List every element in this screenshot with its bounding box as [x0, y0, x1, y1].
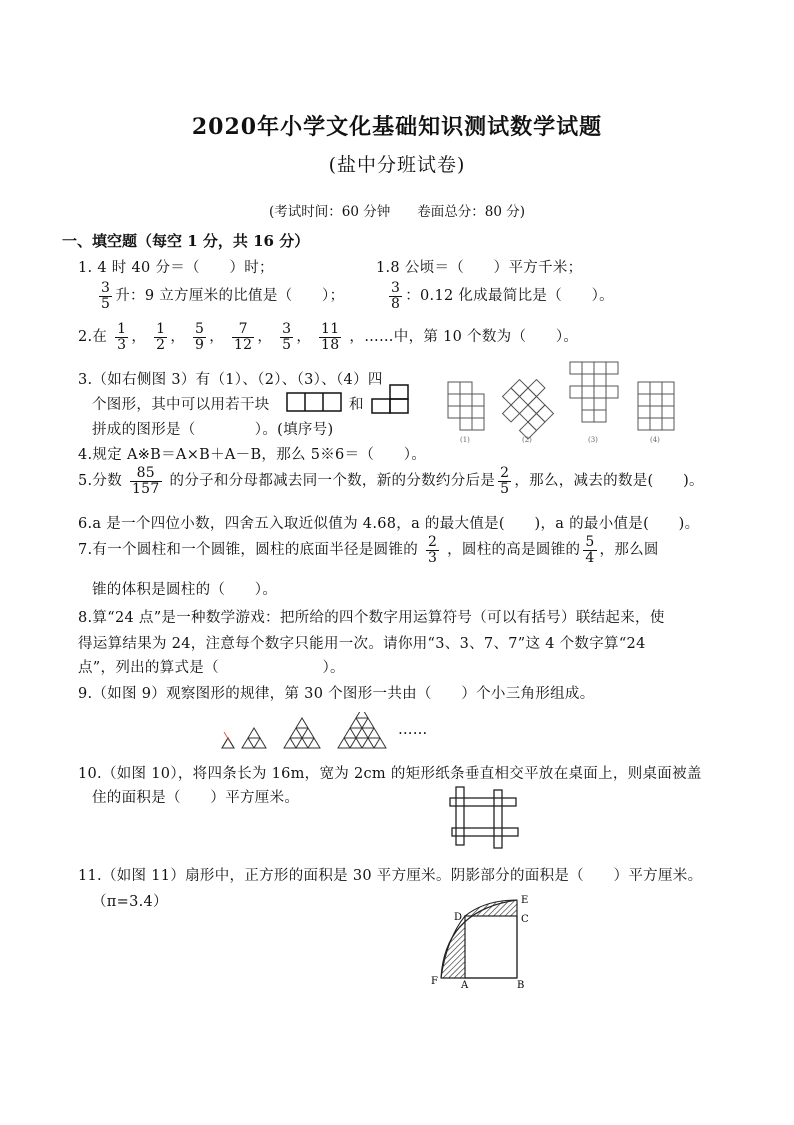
exam-info: (考试时间：60 分钟 卷面总分：80 分) — [269, 204, 525, 220]
page-title: 2020年小学文化基础知识测试数学试题 — [191, 114, 603, 140]
fraction: $\frac{3}{8}$ — [391, 280, 401, 312]
fraction: $\frac{1}{2}$ — [156, 321, 166, 353]
fraction: $\frac{7}{12}$ — [233, 321, 253, 353]
sector-figure — [425, 888, 545, 992]
q8-line2: 得运算结果为 24，注意每个数字只能用一次。请你用“3、3、7、7”这 4 个数字算“24 — [78, 636, 646, 652]
figure-2-label: (2) — [522, 436, 532, 444]
q3-figures — [440, 360, 680, 445]
label-f: F — [431, 976, 438, 987]
label-a: A — [461, 980, 469, 991]
figure-4-label: (4) — [650, 436, 660, 444]
fraction: $\frac{2}{5}$ — [500, 465, 510, 497]
l-piece — [370, 384, 420, 416]
fraction: $\frac{2}{3}$ — [427, 534, 438, 566]
fraction: $\frac{3}{5}$ — [282, 321, 292, 353]
figure-3 — [570, 362, 618, 422]
q1-part-c: $\frac{3}{5}$ 升：9 立方厘米的比值是（ ）； — [101, 280, 345, 312]
shaded-region-top — [465, 900, 517, 916]
square-shape — [465, 916, 517, 978]
q3-line3: 拼成的图形是（ ）。(填序号) — [92, 422, 334, 438]
q11-line1: 11.（如图 11）扇形中，正方形的面积是 30 平方厘米。阴影部分的面积是（ ）平方厘米。 — [78, 868, 703, 884]
figure-1-label: (1) — [460, 436, 470, 444]
ellipsis: …… — [398, 722, 428, 738]
q1-part-b: 1.8 公顷＝（ ）平方千米； — [376, 260, 583, 276]
label-d: D — [454, 912, 463, 923]
triangle-fig-2 — [242, 728, 266, 748]
triangle-fig-4 — [338, 712, 386, 748]
triangle-fig-3 — [284, 718, 320, 748]
q10-line1: 10.（如图 10），将四条长为 16m，宽为 2cm 的矩形纸条垂直相交平放在桌面上，则桌面被盖 — [78, 766, 702, 782]
crossed-strips-figure — [448, 784, 523, 850]
page-subtitle: (盐中分班试卷) — [328, 154, 466, 176]
q2-line: 2.在 $\frac{1}{3}$ ， $\frac{1}{2}$ ， $\frac{5}{9}$ ， $\frac{7}{12}$ ， $\frac{3}{5}$ ， $\frac{11}{18}$ ，……中，第 10 个数为（ ）。 — [78, 321, 579, 353]
label-e: E — [521, 895, 529, 906]
label-b: B — [517, 980, 525, 991]
q8-line1: 8.算“24 点”是一种数学游戏：把所给的四个数字用运算符号（可以有括号）联结起来，使 — [78, 610, 665, 626]
q4-line: 4.规定 A※B＝A×B＋A－B，那么 5※6＝（ ）。 — [78, 447, 427, 463]
section-heading: 一、填空题（每空 1 分，共 16 分） — [62, 232, 310, 250]
q7-line1: 7.有一个圆柱和一个圆锥，圆柱的底面半径是圆锥的 $\frac{2}{3}$ ，圆柱的高是圆锥的 $\frac{5}{4}$ ，那么圆 — [78, 534, 659, 566]
triangle-pattern — [218, 712, 408, 754]
fraction: $\frac{1}{3}$ — [117, 321, 127, 353]
q6-line: 6.a 是一个四位小数，四舍五入取近似值为 4.68，a 的最大值是( )，a 的最小值是( )。 — [78, 516, 700, 532]
fraction: $\frac{5}{9}$ — [195, 321, 205, 353]
figure-4 — [638, 382, 674, 430]
q3-line2a: 个图形，其中可以用若干块 — [92, 397, 270, 413]
q3-line1: 3.（如右侧图 3）有（1）、（2）、（3）、（4）四 — [78, 372, 383, 388]
triangle-fig-1 — [222, 738, 234, 748]
q1-part-d: $\frac{3}{8}$ ：0.12 化成最简比是（ ）。 — [391, 280, 614, 312]
q10-line2: 住的面积是（ ）平方厘米。 — [92, 790, 300, 806]
figure-2 — [494, 371, 562, 439]
figure-3-label: (3) — [588, 436, 598, 444]
q5-line: 5.分数 $\frac{85}{157}$ 的分子和分母都减去同一个数，新的分数约分后是 $\frac{2}{5}$ ，那么，减去的数是( )。 — [78, 465, 704, 497]
fraction: $\frac{85}{157}$ — [131, 465, 160, 497]
q11-line2: （π=3.4） — [92, 894, 168, 910]
figure-1 — [448, 382, 484, 430]
q8-line3: 点”，列出的算式是（ ）。 — [78, 660, 345, 676]
q7-line2: 锥的体积是圆柱的（ ）。 — [92, 582, 278, 598]
label-c: C — [521, 914, 529, 925]
fraction: $\frac{5}{4}$ — [585, 534, 595, 566]
fraction: $\frac{11}{18}$ — [321, 321, 340, 353]
q3-line2b: 和 — [349, 397, 364, 413]
fraction: $\frac{3}{5}$ — [101, 280, 111, 312]
q9-line1: 9.（如图 9）观察图形的规律，第 30 个图形一共由（ ）个小三角形组成。 — [78, 686, 595, 702]
tri-strip-piece — [286, 392, 344, 414]
q1-part-a: 1. 4 时 40 分＝（ ）时； — [78, 260, 274, 276]
